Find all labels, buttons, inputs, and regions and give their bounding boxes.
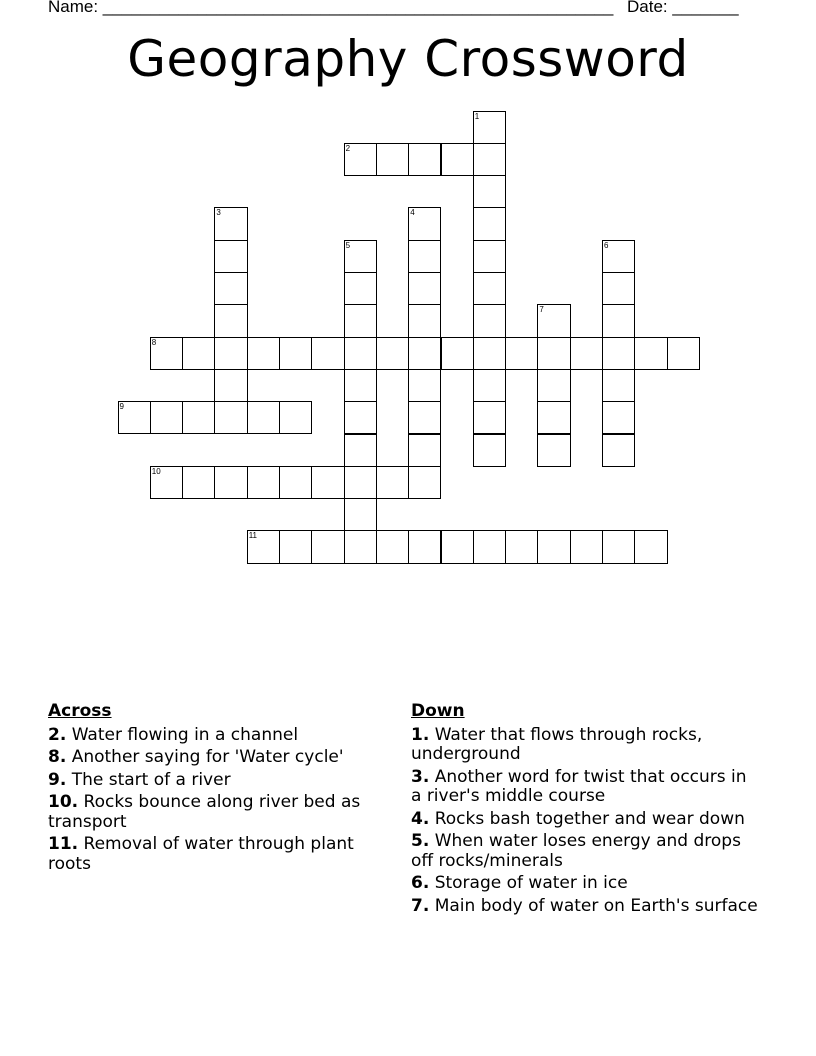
crossword-cell[interactable] — [182, 337, 215, 370]
crossword-cell[interactable] — [473, 530, 506, 563]
crossword-cell[interactable] — [602, 272, 635, 305]
crossword-cell[interactable] — [376, 337, 409, 370]
date-field-line[interactable]: Date: _______ — [627, 0, 739, 16]
across-clues — [48, 702, 388, 877]
clue-number: 10. — [48, 792, 79, 812]
clue-number: 4. — [411, 808, 430, 829]
cell-number: 7 — [539, 305, 544, 315]
crossword-cell[interactable] — [214, 272, 247, 305]
clue-text: Rocks bash together and wear down — [434, 808, 745, 829]
cell-number: 10 — [151, 466, 161, 476]
crossword-cell[interactable] — [537, 434, 570, 467]
clue-across-10 — [48, 793, 388, 832]
clue-across-9 — [48, 771, 388, 791]
clue-text: Main body of water on Earth's surface — [434, 895, 758, 916]
crossword-cell[interactable] — [473, 304, 506, 337]
crossword-cell[interactable] — [634, 530, 667, 563]
clue-number: 5. — [411, 831, 430, 851]
crossword-cell[interactable] — [344, 143, 377, 176]
crossword-cell[interactable] — [570, 530, 603, 563]
cell-number: 11 — [248, 531, 257, 541]
clue-text: Storage of water in ice — [434, 873, 628, 893]
cell-number: 9 — [119, 402, 124, 412]
crossword-cell[interactable] — [408, 434, 441, 467]
cell-number: 3 — [216, 208, 221, 218]
crossword-cell[interactable] — [344, 240, 377, 273]
crossword-cell[interactable] — [473, 401, 506, 434]
crossword-cell[interactable] — [182, 466, 215, 499]
clue-across-2 — [48, 726, 388, 746]
clue-across-8 — [48, 748, 388, 768]
clue-down-6 — [411, 874, 761, 894]
crossword-cell[interactable] — [150, 337, 183, 370]
cell-number: 4 — [410, 208, 415, 218]
crossword-cell[interactable] — [537, 304, 570, 337]
crossword-cell[interactable] — [408, 401, 441, 434]
crossword-cell[interactable] — [473, 207, 506, 240]
crossword-cell[interactable] — [473, 175, 506, 208]
cell-number: 2 — [345, 143, 351, 153]
crossword-cell[interactable] — [344, 401, 377, 434]
clue-number: 9. — [48, 769, 67, 790]
down-heading: Down — [411, 701, 465, 721]
clue-down-3 — [411, 768, 761, 807]
clue-down-5 — [411, 832, 761, 871]
crossword-cell[interactable] — [537, 401, 570, 434]
crossword-cell[interactable] — [376, 143, 409, 176]
crossword-cell[interactable] — [602, 401, 635, 434]
crossword-cell[interactable] — [602, 530, 635, 563]
crossword-cell[interactable] — [279, 530, 312, 563]
crossword-cell[interactable] — [279, 337, 312, 370]
name-field-line[interactable]: Name: ______________________________________________________ — [48, 0, 614, 16]
crossword-cell[interactable] — [214, 369, 247, 402]
crossword-cell[interactable] — [408, 304, 441, 337]
crossword-cell[interactable] — [376, 530, 409, 563]
crossword-cell[interactable] — [247, 530, 280, 563]
crossword-cell[interactable] — [214, 466, 247, 499]
cell-number: 5 — [345, 240, 351, 250]
clue-text: Another word for twist that occurs in a river's middle course — [411, 766, 747, 806]
crossword-cell[interactable] — [408, 207, 441, 240]
clue-number: 2. — [48, 724, 67, 745]
clue-text: Removal of water through plant roots — [48, 834, 354, 874]
crossword-cell[interactable] — [473, 434, 506, 467]
crossword-cell[interactable] — [441, 530, 474, 563]
crossword-cell[interactable] — [247, 401, 280, 434]
clue-number: 11. — [48, 834, 79, 854]
crossword-cell[interactable] — [344, 466, 377, 499]
crossword-cell[interactable] — [408, 143, 441, 176]
crossword-cell[interactable] — [344, 272, 377, 305]
crossword-cell[interactable] — [182, 401, 215, 434]
crossword-cell[interactable] — [214, 337, 247, 370]
clue-text: When water loses energy and drops off rocks/minerals — [411, 831, 741, 871]
crossword-cell[interactable] — [279, 466, 312, 499]
crossword-cell[interactable] — [537, 337, 570, 370]
crossword-cell[interactable] — [441, 143, 474, 176]
down-clues — [411, 702, 761, 919]
crossword-cell[interactable] — [344, 434, 377, 467]
crossword-cell[interactable] — [311, 337, 344, 370]
clue-text: Another saying for 'Water cycle' — [71, 747, 344, 767]
crossword-cell[interactable] — [473, 337, 506, 370]
crossword-cell[interactable] — [311, 530, 344, 563]
clue-number: 1. — [411, 724, 430, 745]
crossword-cell[interactable] — [214, 304, 247, 337]
crossword-cell[interactable] — [214, 401, 247, 434]
page-title: Geography Crossword — [127, 30, 689, 88]
cell-number: 1 — [474, 111, 480, 121]
crossword-cell[interactable] — [408, 369, 441, 402]
crossword-cell[interactable] — [441, 337, 474, 370]
clue-number: 6. — [411, 873, 430, 893]
crossword-cell[interactable] — [537, 369, 570, 402]
crossword-cell[interactable] — [408, 530, 441, 563]
crossword-cell[interactable] — [344, 369, 377, 402]
crossword-cell[interactable] — [505, 530, 538, 563]
crossword-cell[interactable] — [118, 401, 151, 434]
crossword-cell[interactable] — [214, 240, 247, 273]
crossword-cell[interactable] — [214, 207, 247, 240]
clue-number: 8. — [48, 747, 67, 767]
crossword-cell[interactable] — [150, 466, 183, 499]
across-heading: Across — [48, 701, 112, 721]
crossword-cell[interactable] — [408, 466, 441, 499]
crossword-cell[interactable] — [344, 304, 377, 337]
crossword-cell[interactable] — [344, 498, 377, 531]
crossword-cell[interactable] — [667, 337, 700, 370]
clue-down-4 — [411, 810, 761, 830]
clue-down-1 — [411, 726, 761, 765]
crossword-cell[interactable] — [150, 401, 183, 434]
crossword-cell[interactable] — [473, 272, 506, 305]
clue-text: The start of a river — [71, 769, 231, 790]
crossword-cell[interactable] — [344, 337, 377, 370]
crossword-cell[interactable] — [344, 530, 377, 563]
crossword-cell[interactable] — [473, 111, 506, 144]
crossword-cell[interactable] — [279, 401, 312, 434]
clue-number: 3. — [411, 766, 430, 787]
clue-down-7 — [411, 897, 761, 917]
crossword-cell[interactable] — [473, 369, 506, 402]
cell-number: 8 — [151, 337, 157, 347]
clue-text: Water that flows through rocks, underground — [411, 724, 703, 764]
crossword-cell[interactable] — [602, 434, 635, 467]
crossword-cell[interactable] — [602, 337, 635, 370]
crossword-cell[interactable] — [408, 337, 441, 370]
clue-text: Water flowing in a channel — [71, 724, 299, 745]
crossword-cell[interactable] — [505, 337, 538, 370]
clue-number: 7. — [411, 895, 430, 916]
clue-text: Rocks bounce along river bed as transport — [48, 792, 361, 832]
cell-number: 6 — [604, 240, 609, 250]
clue-across-11 — [48, 835, 388, 874]
crossword-cell[interactable] — [570, 337, 603, 370]
crossword-cell[interactable] — [376, 466, 409, 499]
crossword-cell[interactable] — [247, 466, 280, 499]
crossword-cell[interactable] — [408, 272, 441, 305]
crossword-cell[interactable] — [311, 466, 344, 499]
crossword-cell[interactable] — [473, 240, 506, 273]
crossword-cell[interactable] — [247, 337, 280, 370]
crossword-cell[interactable] — [602, 304, 635, 337]
crossword-cell[interactable] — [634, 337, 667, 370]
crossword-cell[interactable] — [408, 240, 441, 273]
crossword-cell[interactable] — [602, 369, 635, 402]
crossword-cell[interactable] — [473, 143, 506, 176]
crossword-cell[interactable] — [602, 240, 635, 273]
crossword-cell[interactable] — [537, 530, 570, 563]
